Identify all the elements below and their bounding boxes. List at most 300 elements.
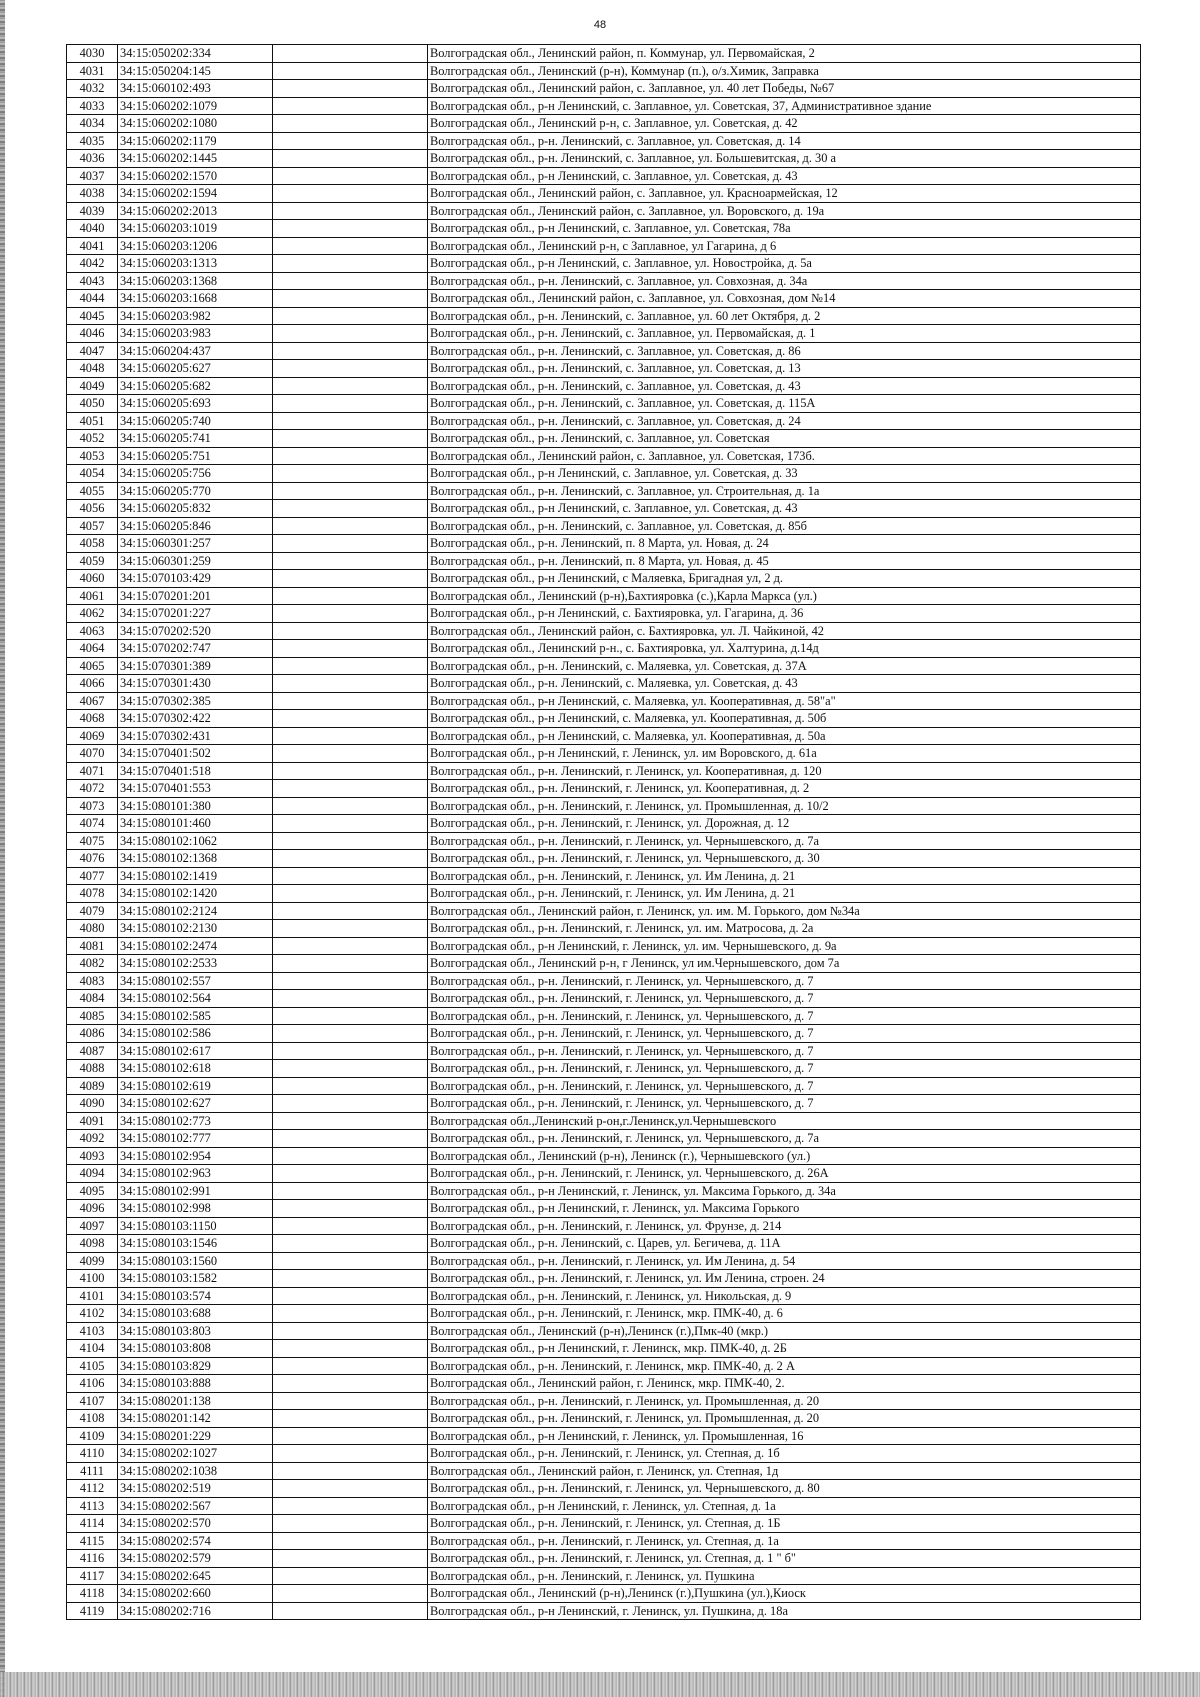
cadastral-number-cell: 34:15:080101:460 <box>118 815 273 833</box>
address-cell: Волгоградская обл., р-н. Ленинский, г. Ленинск, ул. Степная, д. 1 " б" <box>428 1550 1141 1568</box>
row-number-cell: 4105 <box>67 1357 118 1375</box>
row-number-cell: 4087 <box>67 1042 118 1060</box>
table-row <box>67 500 1141 518</box>
row-number-cell: 4095 <box>67 1182 118 1200</box>
address-cell: Волгоградская обл., р-н. Ленинский, п. 8 Марта, ул. Новая, д. 24 <box>428 535 1141 553</box>
table-row <box>67 1497 1141 1515</box>
row-number-cell: 4037 <box>67 167 118 185</box>
table-row <box>67 115 1141 133</box>
cadastral-number-cell: 34:15:080103:829 <box>118 1357 273 1375</box>
cadastral-number-cell: 34:15:080102:1419 <box>118 867 273 885</box>
address-cell: Волгоградская обл., Ленинский (р-н),Бахтияровка (с.),Карла Маркса (ул.) <box>428 587 1141 605</box>
address-cell: Волгоградская обл., Ленинский (р-н),Ленинск (г.),Пмк-40 (мкр.) <box>428 1322 1141 1340</box>
cadastral-number-cell: 34:15:080102:963 <box>118 1165 273 1183</box>
row-number-cell: 4055 <box>67 482 118 500</box>
cadastral-number-cell: 34:15:080103:808 <box>118 1340 273 1358</box>
cadastral-number-cell: 34:15:060202:2013 <box>118 202 273 220</box>
row-number-cell: 4104 <box>67 1340 118 1358</box>
row-number-cell: 4106 <box>67 1375 118 1393</box>
table-row <box>67 202 1141 220</box>
table-row <box>67 517 1141 535</box>
address-cell: Волгоградская обл., р-н. Ленинский, г. Ленинск, ул. Кооперативная, д. 120 <box>428 762 1141 780</box>
table-row <box>67 797 1141 815</box>
empty-cell <box>273 1375 428 1393</box>
address-cell: Волгоградская обл., Ленинский район, с. Заплавное, ул. Совхозная, дом №14 <box>428 290 1141 308</box>
cadastral-number-cell: 34:15:080202:519 <box>118 1480 273 1498</box>
address-cell: Волгоградская обл., р-н. Ленинский, г. Ленинск, ул. Им Ленина, строен. 24 <box>428 1270 1141 1288</box>
row-number-cell: 4061 <box>67 587 118 605</box>
row-number-cell: 4072 <box>67 780 118 798</box>
cadastral-number-cell: 34:15:060203:982 <box>118 307 273 325</box>
row-number-cell: 4038 <box>67 185 118 203</box>
table-row <box>67 342 1141 360</box>
table-row <box>67 780 1141 798</box>
cadastral-number-cell: 34:15:060203:1019 <box>118 220 273 238</box>
cadastral-number-cell: 34:15:080202:660 <box>118 1585 273 1603</box>
address-cell: Волгоградская обл., р-н. Ленинский, г. Ленинск, мкр. ПМК-40, д. 2 А <box>428 1357 1141 1375</box>
table-row <box>67 377 1141 395</box>
empty-cell <box>273 1410 428 1428</box>
table-row <box>67 1007 1141 1025</box>
address-cell: Волгоградская обл., р-н. Ленинский, г. Ленинск, ул. Чернышевского, д. 80 <box>428 1480 1141 1498</box>
row-number-cell: 4113 <box>67 1497 118 1515</box>
cadastral-number-cell: 34:15:080102:585 <box>118 1007 273 1025</box>
address-cell: Волгоградская обл., р-н. Ленинский, г. Ленинск, ул. Чернышевского, д. 7 <box>428 972 1141 990</box>
address-cell: Волгоградская обл.,Ленинский р-он,г.Ленинск,ул.Чернышевского <box>428 1112 1141 1130</box>
cadastral-number-cell: 34:15:080102:557 <box>118 972 273 990</box>
address-cell: Волгоградская обл., р-н. Ленинский, г. Ленинск, ул. Чернышевского, д. 7 <box>428 1025 1141 1043</box>
cadastral-number-cell: 34:15:080103:803 <box>118 1322 273 1340</box>
cadastral-number-cell: 34:15:080102:627 <box>118 1095 273 1113</box>
empty-cell <box>273 1287 428 1305</box>
address-cell: Волгоградская обл., р-н. Ленинский, г. Ленинск, ул. Чернышевского, д. 30 <box>428 850 1141 868</box>
row-number-cell: 4042 <box>67 255 118 273</box>
empty-cell <box>273 727 428 745</box>
table-row <box>67 1567 1141 1585</box>
address-cell: Волгоградская обл., р-н. Ленинский, г. Ленинск, ул. Степная, д. 1б <box>428 1445 1141 1463</box>
cadastral-number-cell: 34:15:050204:145 <box>118 62 273 80</box>
empty-cell <box>273 465 428 483</box>
address-cell: Волгоградская обл., р-н. Ленинский, г. Ленинск, ул. Чернышевского, д. 26А <box>428 1165 1141 1183</box>
row-number-cell: 4101 <box>67 1287 118 1305</box>
empty-cell <box>273 202 428 220</box>
address-cell: Волгоградская обл., р-н Ленинский, г. Ленинск, ул. Промышленная, 16 <box>428 1427 1141 1445</box>
table-row <box>67 605 1141 623</box>
address-cell: Волгоградская обл., р-н. Ленинский, г. Ленинск, ул. Им Ленина, д. 54 <box>428 1252 1141 1270</box>
empty-cell <box>273 1567 428 1585</box>
row-number-cell: 4068 <box>67 710 118 728</box>
empty-cell <box>273 1357 428 1375</box>
cadastral-number-cell: 34:15:070302:422 <box>118 710 273 728</box>
address-cell: Волгоградская обл., р-н Ленинский, г. Ленинск, ул. Степная, д. 1а <box>428 1497 1141 1515</box>
empty-cell <box>273 885 428 903</box>
empty-cell <box>273 692 428 710</box>
address-cell: Волгоградская обл., р-н Ленинский, с. Маляевка, ул. Кооперативная, д. 58"а" <box>428 692 1141 710</box>
empty-cell <box>273 97 428 115</box>
cadastral-number-cell: 34:15:060205:693 <box>118 395 273 413</box>
table-row <box>67 97 1141 115</box>
empty-cell <box>273 1270 428 1288</box>
address-cell: Волгоградская обл., р-н. Ленинский, г. Ленинск, ул. Кооперативная, д. 2 <box>428 780 1141 798</box>
address-cell: Волгоградская обл., р-н Ленинский, г. Ленинск, ул. Пушкина, д. 18а <box>428 1602 1141 1620</box>
empty-cell <box>273 1532 428 1550</box>
cadastral-number-cell: 34:15:070202:520 <box>118 622 273 640</box>
row-number-cell: 4041 <box>67 237 118 255</box>
cadastral-number-cell: 34:15:060204:437 <box>118 342 273 360</box>
row-number-cell: 4054 <box>67 465 118 483</box>
empty-cell <box>273 237 428 255</box>
table-row <box>67 1130 1141 1148</box>
cadastral-number-cell: 34:15:080102:1368 <box>118 850 273 868</box>
table-row <box>67 132 1141 150</box>
cadastral-number-cell: 34:15:070202:747 <box>118 640 273 658</box>
row-number-cell: 4050 <box>67 395 118 413</box>
table-row <box>67 1532 1141 1550</box>
empty-cell <box>273 972 428 990</box>
row-number-cell: 4067 <box>67 692 118 710</box>
cadastral-number-cell: 34:15:060203:1668 <box>118 290 273 308</box>
row-number-cell: 4056 <box>67 500 118 518</box>
empty-cell <box>273 1200 428 1218</box>
table-row <box>67 622 1141 640</box>
address-cell: Волгоградская обл., р-н Ленинский, г. Ленинск, ул. им. Чернышевского, д. 9а <box>428 937 1141 955</box>
address-cell: Волгоградская обл., р-н. Ленинский, с. Заплавное, ул. Строительная, д. 1а <box>428 482 1141 500</box>
empty-cell <box>273 255 428 273</box>
cadastral-number-cell: 34:15:060205:770 <box>118 482 273 500</box>
cadastral-number-cell: 34:15:080102:998 <box>118 1200 273 1218</box>
row-number-cell: 4071 <box>67 762 118 780</box>
empty-cell <box>273 1165 428 1183</box>
cadastral-number-cell: 34:15:070201:227 <box>118 605 273 623</box>
cadastral-number-cell: 34:15:080102:2474 <box>118 937 273 955</box>
table-row <box>67 1217 1141 1235</box>
row-number-cell: 4117 <box>67 1567 118 1585</box>
address-cell: Волгоградская обл., р-н. Ленинский, г. Ленинск, ул. им. Матросова, д. 2а <box>428 920 1141 938</box>
table-row <box>67 447 1141 465</box>
table-row <box>67 430 1141 448</box>
empty-cell <box>273 622 428 640</box>
empty-cell <box>273 325 428 343</box>
empty-cell <box>273 150 428 168</box>
address-cell: Волгоградская обл., Ленинский район, с. Бахтияровка, ул. Л. Чайкиной, 42 <box>428 622 1141 640</box>
cadastral-number-cell: 34:15:070302:385 <box>118 692 273 710</box>
cadastral-number-cell: 34:15:080102:617 <box>118 1042 273 1060</box>
cadastral-number-cell: 34:15:060205:627 <box>118 360 273 378</box>
cadastral-number-cell: 34:15:060202:1570 <box>118 167 273 185</box>
row-number-cell: 4032 <box>67 80 118 98</box>
row-number-cell: 4108 <box>67 1410 118 1428</box>
table-row <box>67 1550 1141 1568</box>
row-number-cell: 4082 <box>67 955 118 973</box>
table-row <box>67 902 1141 920</box>
address-cell: Волгоградская обл., р-н. Ленинский, г. Ленинск, ул. Степная, д. 1а <box>428 1532 1141 1550</box>
row-number-cell: 4084 <box>67 990 118 1008</box>
table-row <box>67 1200 1141 1218</box>
empty-cell <box>273 1060 428 1078</box>
page-number: 48 <box>593 19 607 31</box>
address-cell: Волгоградская обл., р-н. Ленинский, г. Ленинск, ул. Степная, д. 1Б <box>428 1515 1141 1533</box>
table-row <box>67 587 1141 605</box>
row-number-cell: 4081 <box>67 937 118 955</box>
empty-cell <box>273 902 428 920</box>
table-row <box>67 80 1141 98</box>
cadastral-number-cell: 34:15:070401:553 <box>118 780 273 798</box>
row-number-cell: 4070 <box>67 745 118 763</box>
row-number-cell: 4092 <box>67 1130 118 1148</box>
empty-cell <box>273 360 428 378</box>
cadastral-number-cell: 34:15:080102:777 <box>118 1130 273 1148</box>
empty-cell <box>273 1077 428 1095</box>
address-cell: Волгоградская обл., р-н Ленинский, с. Маляевка, ул. Кооперативная, д. 50б <box>428 710 1141 728</box>
cadastral-number-cell: 34:15:060205:751 <box>118 447 273 465</box>
cadastral-number-cell: 34:15:070103:429 <box>118 570 273 588</box>
address-cell: Волгоградская обл., Ленинский р-н, с. Заплавное, ул. Советская, д. 42 <box>428 115 1141 133</box>
row-number-cell: 4049 <box>67 377 118 395</box>
address-cell: Волгоградская обл., р-н. Ленинский, г. Ленинск, ул. Чернышевского, д. 7 <box>428 1077 1141 1095</box>
empty-cell <box>273 307 428 325</box>
empty-cell <box>273 937 428 955</box>
row-number-cell: 4112 <box>67 1480 118 1498</box>
table-row <box>67 1235 1141 1253</box>
empty-cell <box>273 1497 428 1515</box>
address-cell: Волгоградская обл., р-н Ленинский, г. Ленинск, ул. Максима Горького <box>428 1200 1141 1218</box>
row-number-cell: 4046 <box>67 325 118 343</box>
address-cell: Волгоградская обл., р-н. Ленинский, г. Ленинск, ул. Промышленная, д. 20 <box>428 1410 1141 1428</box>
row-number-cell: 4039 <box>67 202 118 220</box>
table-row <box>67 1042 1141 1060</box>
row-number-cell: 4073 <box>67 797 118 815</box>
empty-cell <box>273 850 428 868</box>
cadastral-number-cell: 34:15:060202:1594 <box>118 185 273 203</box>
address-cell: Волгоградская обл., р-н. Ленинский, г. Ленинск, ул. Чернышевского, д. 7 <box>428 1060 1141 1078</box>
address-cell: Волгоградская обл., Ленинский (р-н), Коммунар (п.), о/з.Химик, Заправка <box>428 62 1141 80</box>
cadastral-number-cell: 34:15:060102:493 <box>118 80 273 98</box>
address-cell: Волгоградская обл., р-н. Ленинский, с. Маляевка, ул. Советская, д. 37А <box>428 657 1141 675</box>
table-row <box>67 1112 1141 1130</box>
row-number-cell: 4047 <box>67 342 118 360</box>
empty-cell <box>273 517 428 535</box>
cadastral-number-cell: 34:15:070301:430 <box>118 675 273 693</box>
cadastral-number-cell: 34:15:060203:983 <box>118 325 273 343</box>
empty-cell <box>273 1550 428 1568</box>
row-number-cell: 4107 <box>67 1392 118 1410</box>
row-number-cell: 4059 <box>67 552 118 570</box>
cadastral-number-cell: 34:15:050202:334 <box>118 45 273 63</box>
cadastral-number-cell: 34:15:060203:1368 <box>118 272 273 290</box>
row-number-cell: 4062 <box>67 605 118 623</box>
row-number-cell: 4057 <box>67 517 118 535</box>
cadastral-number-cell: 34:15:080102:991 <box>118 1182 273 1200</box>
row-number-cell: 4060 <box>67 570 118 588</box>
table-row <box>67 1252 1141 1270</box>
cadastral-number-cell: 34:15:070301:389 <box>118 657 273 675</box>
address-cell: Волгоградская обл., Ленинский район, г. Ленинск, ул. им. М. Горького, дом №34а <box>428 902 1141 920</box>
table-row <box>67 1147 1141 1165</box>
cadastral-number-cell: 34:15:060301:257 <box>118 535 273 553</box>
empty-cell <box>273 272 428 290</box>
cadastral-number-cell: 34:15:080102:619 <box>118 1077 273 1095</box>
empty-cell <box>273 605 428 623</box>
cadastral-number-cell: 34:15:080202:716 <box>118 1602 273 1620</box>
row-number-cell: 4043 <box>67 272 118 290</box>
cadastral-number-cell: 34:15:080202:1027 <box>118 1445 273 1463</box>
empty-cell <box>273 1147 428 1165</box>
address-cell: Волгоградская обл., р-н Ленинский, с Маляевка, Бригадная ул, 2 д. <box>428 570 1141 588</box>
table-row <box>67 465 1141 483</box>
table-row <box>67 867 1141 885</box>
empty-cell <box>273 342 428 360</box>
row-number-cell: 4114 <box>67 1515 118 1533</box>
table-row <box>67 675 1141 693</box>
empty-cell <box>273 1042 428 1060</box>
table-row <box>67 325 1141 343</box>
registry-body <box>67 45 1141 1620</box>
empty-cell <box>273 290 428 308</box>
table-row <box>67 307 1141 325</box>
row-number-cell: 4035 <box>67 132 118 150</box>
row-number-cell: 4091 <box>67 1112 118 1130</box>
cadastral-number-cell: 34:15:080103:574 <box>118 1287 273 1305</box>
cadastral-number-cell: 34:15:060205:740 <box>118 412 273 430</box>
address-cell: Волгоградская обл., Ленинский р-н, г Ленинск, ул им.Чернышевского, дом 7а <box>428 955 1141 973</box>
row-number-cell: 4103 <box>67 1322 118 1340</box>
table-row <box>67 1375 1141 1393</box>
empty-cell <box>273 62 428 80</box>
table-row <box>67 45 1141 63</box>
row-number-cell: 4034 <box>67 115 118 133</box>
row-number-cell: 4030 <box>67 45 118 63</box>
cadastral-number-cell: 34:15:080102:773 <box>118 1112 273 1130</box>
address-cell: Волгоградская обл., р-н. Ленинский, г. Ленинск, ул. Им Ленина, д. 21 <box>428 885 1141 903</box>
address-cell: Волгоградская обл., р-н. Ленинский, с. Заплавное, ул. Советская, д. 24 <box>428 412 1141 430</box>
address-cell: Волгоградская обл., р-н Ленинский, г. Ленинск, ул. им Воровского, д. 61а <box>428 745 1141 763</box>
address-cell: Волгоградская обл., Ленинский район, с. Заплавное, ул. 40 лет Победы, №67 <box>428 80 1141 98</box>
table-row <box>67 832 1141 850</box>
row-number-cell: 4045 <box>67 307 118 325</box>
row-number-cell: 4094 <box>67 1165 118 1183</box>
address-cell: Волгоградская обл., Ленинский р-н., с. Бахтияровка, ул. Халтурина, д.14д <box>428 640 1141 658</box>
address-cell: Волгоградская обл., р-н. Ленинский, г. Ленинск, ул. Чернышевского, д. 7 <box>428 1042 1141 1060</box>
cadastral-number-cell: 34:15:080102:954 <box>118 1147 273 1165</box>
cadastral-number-cell: 34:15:080102:2124 <box>118 902 273 920</box>
address-cell: Волгоградская обл., Ленинский (р-н),Ленинск (г.),Пушкина (ул.),Киоск <box>428 1585 1141 1603</box>
cadastral-number-cell: 34:15:080202:574 <box>118 1532 273 1550</box>
address-cell: Волгоградская обл., р-н. Ленинский, г. Ленинск, ул. Чернышевского, д. 7 <box>428 990 1141 1008</box>
row-number-cell: 4053 <box>67 447 118 465</box>
table-row <box>67 62 1141 80</box>
table-row <box>67 1270 1141 1288</box>
table-row <box>67 1287 1141 1305</box>
row-number-cell: 4110 <box>67 1445 118 1463</box>
row-number-cell: 4066 <box>67 675 118 693</box>
row-number-cell: 4031 <box>67 62 118 80</box>
row-number-cell: 4075 <box>67 832 118 850</box>
empty-cell <box>273 482 428 500</box>
cadastral-number-cell: 34:15:080103:1546 <box>118 1235 273 1253</box>
address-cell: Волгоградская обл., р-н. Ленинский, с. Заплавное, ул. Советская, д. 86 <box>428 342 1141 360</box>
row-number-cell: 4085 <box>67 1007 118 1025</box>
empty-cell <box>273 500 428 518</box>
cadastral-number-cell: 34:15:060301:259 <box>118 552 273 570</box>
empty-cell <box>273 115 428 133</box>
address-cell: Волгоградская обл., р-н. Ленинский, с. Заплавное, ул. Советская, д. 115А <box>428 395 1141 413</box>
address-cell: Волгоградская обл., Ленинский р-н, с Заплавное, ул Гагарина, д 6 <box>428 237 1141 255</box>
row-number-cell: 4119 <box>67 1602 118 1620</box>
row-number-cell: 4077 <box>67 867 118 885</box>
row-number-cell: 4076 <box>67 850 118 868</box>
address-cell: Волгоградская обл., Ленинский район, с. Заплавное, ул. Красноармейская, 12 <box>428 185 1141 203</box>
table-row <box>67 1095 1141 1113</box>
table-row <box>67 727 1141 745</box>
address-cell: Волгоградская обл., Ленинский район, с. Заплавное, ул. Советская, 173б. <box>428 447 1141 465</box>
empty-cell <box>273 675 428 693</box>
address-cell: Волгоградская обл., р-н Ленинский, г. Ленинск, мкр. ПМК-40, д. 2Б <box>428 1340 1141 1358</box>
table-row <box>67 990 1141 1008</box>
address-cell: Волгоградская обл., р-н Ленинский, с. Заплавное, ул. Советская, д. 43 <box>428 167 1141 185</box>
address-cell: Волгоградская обл., Ленинский район, г. Ленинск, мкр. ПМК-40, 2. <box>428 1375 1141 1393</box>
empty-cell <box>273 1025 428 1043</box>
cadastral-number-cell: 34:15:080202:1038 <box>118 1462 273 1480</box>
row-number-cell: 4099 <box>67 1252 118 1270</box>
address-cell: Волгоградская обл., р-н. Ленинский, с. Царев, ул. Бегичева, д. 11А <box>428 1235 1141 1253</box>
empty-cell <box>273 535 428 553</box>
cadastral-number-cell: 34:15:080103:888 <box>118 1375 273 1393</box>
cadastral-number-cell: 34:15:080102:564 <box>118 990 273 1008</box>
table-row <box>67 1392 1141 1410</box>
table-row <box>67 1515 1141 1533</box>
cadastral-number-cell: 34:15:080102:1420 <box>118 885 273 903</box>
empty-cell <box>273 1305 428 1323</box>
address-cell: Волгоградская обл., р-н. Ленинский, г. Ленинск, ул. Промышленная, д. 20 <box>428 1392 1141 1410</box>
table-row <box>67 290 1141 308</box>
table-row <box>67 710 1141 728</box>
table-row <box>67 955 1141 973</box>
empty-cell <box>273 377 428 395</box>
cadastral-number-cell: 34:15:060202:1445 <box>118 150 273 168</box>
empty-cell <box>273 80 428 98</box>
row-number-cell: 4098 <box>67 1235 118 1253</box>
cadastral-number-cell: 34:15:070201:201 <box>118 587 273 605</box>
empty-cell <box>273 1602 428 1620</box>
table-row <box>67 815 1141 833</box>
cadastral-number-cell: 34:15:080103:688 <box>118 1305 273 1323</box>
cadastral-number-cell: 34:15:080103:1582 <box>118 1270 273 1288</box>
empty-cell <box>273 640 428 658</box>
address-cell: Волгоградская обл., р-н. Ленинский, с. Заплавное, ул. Советская, д. 14 <box>428 132 1141 150</box>
empty-cell <box>273 1322 428 1340</box>
table-row <box>67 255 1141 273</box>
table-row <box>67 937 1141 955</box>
empty-cell <box>273 780 428 798</box>
cadastral-number-cell: 34:15:060202:1080 <box>118 115 273 133</box>
table-row <box>67 1445 1141 1463</box>
empty-cell <box>273 762 428 780</box>
cadastral-number-cell: 34:15:060205:741 <box>118 430 273 448</box>
empty-cell <box>273 132 428 150</box>
table-row <box>67 640 1141 658</box>
address-cell: Волгоградская обл., р-н Ленинский, г. Ленинск, ул. Максима Горького, д. 34а <box>428 1182 1141 1200</box>
cadastral-number-cell: 34:15:060205:756 <box>118 465 273 483</box>
address-cell: Волгоградская обл., р-н. Ленинский, г. Ленинск, мкр. ПМК-40, д. 6 <box>428 1305 1141 1323</box>
cadastral-number-cell: 34:15:080102:2533 <box>118 955 273 973</box>
table-row <box>67 395 1141 413</box>
table-row <box>67 552 1141 570</box>
row-number-cell: 4115 <box>67 1532 118 1550</box>
row-number-cell: 4090 <box>67 1095 118 1113</box>
address-cell: Волгоградская обл., р-н Ленинский, с. Заплавное, ул. Советская, 37, Административное здание <box>428 97 1141 115</box>
address-cell: Волгоградская обл., Ленинский район, п. Коммунар, ул. Первомайская, 2 <box>428 45 1141 63</box>
row-number-cell: 4064 <box>67 640 118 658</box>
